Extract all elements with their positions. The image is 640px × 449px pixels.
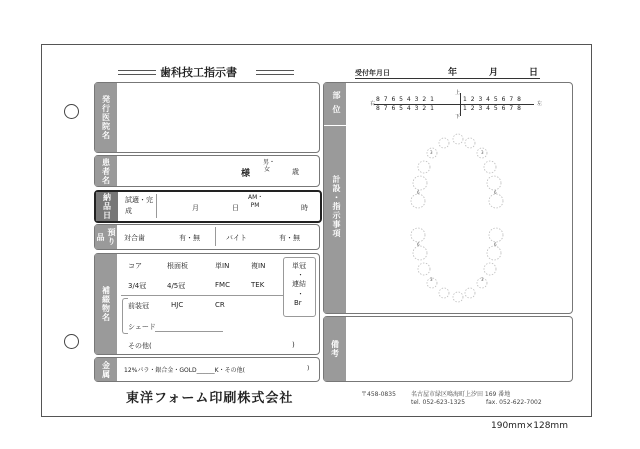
prosthesis-other-close: ) — [292, 341, 295, 349]
prosthesis-other: その他( — [128, 342, 152, 350]
svg-text:3: 3 — [481, 150, 484, 155]
metal-close: ) — [307, 365, 310, 372]
deposit-divider — [215, 227, 216, 246]
remarks-box[interactable] — [323, 316, 573, 382]
company-name: 東洋フォーム印刷株式会社 — [126, 391, 294, 406]
tooth-lower-right[interactable]: 8 7 6 5 4 3 2 1 — [376, 105, 435, 112]
prosthesis-multi-in[interactable]: 複IN — [251, 262, 266, 270]
received-month: 月 — [489, 68, 499, 78]
patient-age: 歳 — [292, 168, 299, 176]
svg-text:3: 3 — [430, 150, 433, 155]
delivery-divider — [156, 194, 157, 218]
metal-options[interactable]: 12%パラ・銀合金・GOLD______K・その他( — [124, 367, 245, 374]
svg-text:3: 3 — [430, 277, 433, 282]
bridge-br[interactable]: Br — [294, 299, 302, 307]
prosthesis-cr[interactable]: CR — [215, 301, 225, 309]
svg-text:6: 6 — [417, 190, 420, 195]
bridge-linked[interactable]: 連結 — [292, 280, 306, 288]
prosthesis-hjc[interactable]: HJC — [171, 301, 184, 309]
delivery-box[interactable] — [94, 190, 322, 223]
address-street: 名古屋市緑区鳴海町上汐田 169 番地 — [411, 391, 511, 398]
binder-hole-bottom — [64, 334, 79, 349]
prosthesis-shade: シェード — [128, 323, 156, 331]
received-year: 年 — [448, 68, 458, 78]
bridge-type-box[interactable] — [283, 257, 316, 317]
received-underline[interactable] — [355, 78, 540, 79]
svg-text:6: 6 — [417, 242, 420, 247]
prosthesis-core[interactable]: コア — [128, 262, 142, 270]
tooth-grid-hline — [374, 104, 534, 105]
delivery-day: 日 — [232, 204, 239, 212]
binder-hole-top — [64, 104, 79, 119]
tooth-lower-label: 下 — [455, 114, 461, 120]
prosthesis-row-divider — [121, 295, 283, 296]
tooth-upper-left[interactable]: 1 2 3 4 5 6 7 8 — [463, 96, 522, 103]
title-rule-right — [256, 70, 294, 75]
address-tel: tel. 052-623-1325 — [411, 399, 466, 406]
site-header: 部位 — [332, 91, 341, 119]
prosthesis-single-in[interactable]: 単IN — [215, 262, 230, 270]
patient-sama: 様 — [241, 169, 251, 179]
remarks-header: 備考 — [324, 317, 346, 381]
patient-gender[interactable]: 男・女 — [263, 159, 276, 173]
clinic-box[interactable] — [94, 82, 320, 153]
deposit-header: 預り品 — [95, 225, 117, 249]
tooth-upper-right[interactable]: 8 7 6 5 4 3 2 1 — [376, 96, 435, 103]
delivery-header: 納品日 — [96, 192, 118, 221]
delivery-kind[interactable]: 試適・完成 — [125, 196, 153, 215]
address-postal: 〒458-0835 — [361, 391, 396, 398]
bridge-dot-2: ・ — [297, 290, 304, 298]
deposit-box[interactable] — [94, 224, 320, 250]
tooth-right-label: 右 — [370, 101, 376, 107]
tooth-grid-vline — [460, 93, 461, 116]
dental-arch-chart[interactable] — [404, 123, 514, 313]
prosthesis-tek[interactable]: TEK — [251, 281, 265, 289]
deposit-bite: バイト — [226, 234, 247, 242]
form-title: 歯科技工指示書 — [160, 66, 237, 79]
tooth-lower-left[interactable]: 1 2 3 4 5 6 7 8 — [463, 105, 522, 112]
delivery-month: 月 — [192, 204, 199, 212]
clinic-header: 発行医院名 — [95, 83, 117, 152]
prosthesis-45-crown[interactable]: 4/5冠 — [167, 282, 186, 290]
svg-text:6: 6 — [494, 242, 497, 247]
address-fax: fax. 052-622-7002 — [486, 399, 542, 406]
prosthesis-header: 補綴物名 — [95, 254, 117, 354]
received-label: 受付年月日 — [355, 69, 390, 77]
size-note: 190mm×128mm — [491, 421, 568, 431]
prosthesis-veneer-crown[interactable]: 前装冠 — [128, 302, 149, 310]
bridge-dot-1: ・ — [297, 271, 304, 279]
received-day: 日 — [529, 68, 539, 78]
patient-header: 患者名 — [95, 156, 117, 186]
metal-header: 金属 — [95, 358, 117, 381]
site-divider — [324, 125, 346, 126]
prosthesis-fmc[interactable]: FMC — [215, 281, 230, 289]
svg-text:6: 6 — [494, 190, 497, 195]
svg-text:3: 3 — [481, 277, 484, 282]
delivery-hour: 時 — [301, 204, 308, 212]
deposit-opposite: 対合歯 — [124, 234, 145, 242]
prosthesis-34-crown[interactable]: 3/4冠 — [128, 282, 147, 290]
deposit-yesno-1[interactable]: 有・無 — [179, 234, 200, 242]
delivery-ampm[interactable]: AM・PM — [248, 194, 264, 209]
patient-box[interactable] — [94, 155, 320, 187]
prosthesis-root-plate[interactable]: 根面板 — [167, 262, 188, 270]
metal-box[interactable] — [94, 357, 320, 382]
deposit-yesno-2[interactable]: 有・無 — [279, 234, 300, 242]
site-design-box[interactable] — [323, 82, 573, 314]
tooth-upper-label: 上 — [455, 90, 461, 96]
tooth-left-label: 左 — [537, 101, 543, 107]
prosthesis-box[interactable] — [94, 253, 320, 355]
design-header: 計設・指示事項 — [332, 175, 341, 238]
bridge-single[interactable]: 単冠 — [292, 262, 306, 270]
prosthesis-shade-line — [155, 331, 223, 332]
title-rule-left — [118, 70, 156, 75]
